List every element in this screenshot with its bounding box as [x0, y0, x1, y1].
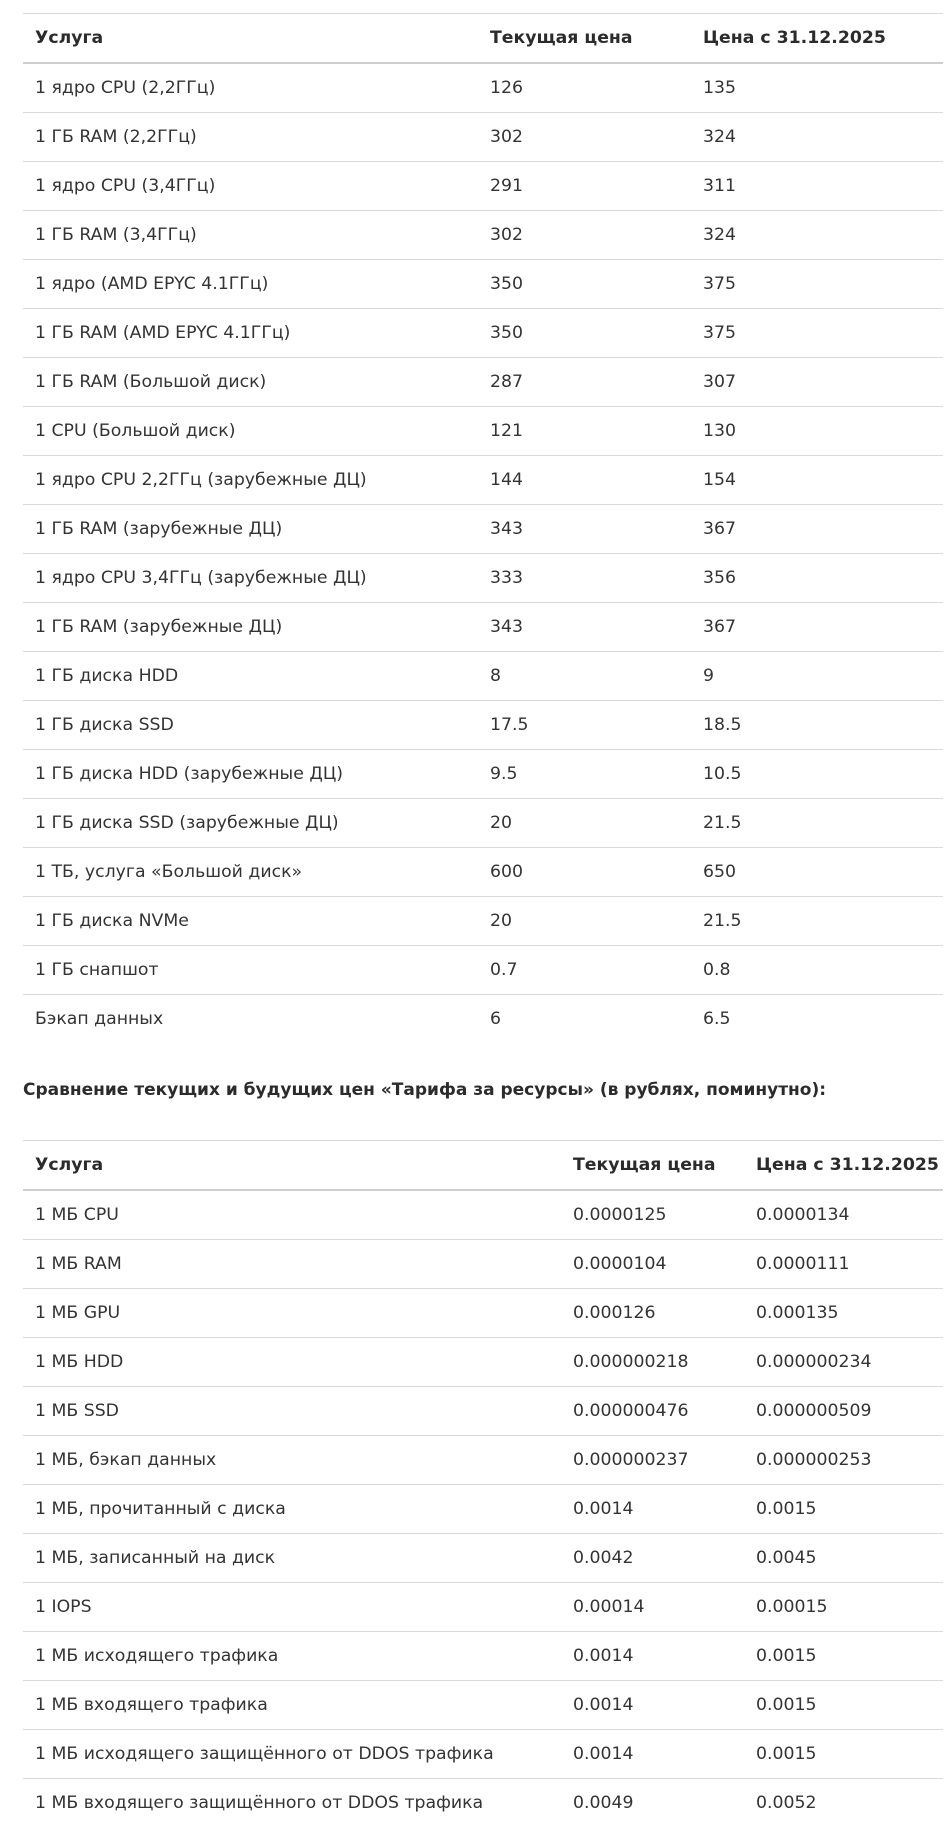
cell-future-price: 324 — [691, 113, 943, 162]
table-row — [23, 63, 943, 113]
cell-future-price: 0.0000134 — [756, 1205, 850, 1225]
table-row — [23, 750, 943, 799]
cell-current-price: 0.0000104 — [561, 1240, 744, 1289]
table-row — [23, 799, 943, 848]
cell-service: 1 МБ исходящего защищённого от DDOS трафика — [23, 1730, 561, 1779]
cell-future-price: 324 — [691, 211, 943, 260]
cell-future-price: 0.0000111 — [744, 1240, 943, 1289]
resource-tariff-prices-table — [23, 1140, 943, 1827]
table-body — [23, 1190, 943, 1827]
cell-current-price: 17.5 — [478, 701, 691, 750]
cell-current-price: 343 — [478, 505, 691, 554]
table-row — [23, 162, 943, 211]
cell-current-price: 126 — [490, 78, 523, 98]
cell-future-price: 375 — [691, 309, 943, 358]
cell-current-price: 121 — [478, 407, 691, 456]
cell-current-price: 0.0014 — [561, 1485, 744, 1534]
table-row — [23, 260, 943, 309]
cell-future-price: 0.0015 — [744, 1485, 943, 1534]
table-row — [23, 456, 943, 505]
cell-current-price: 0.0049 — [561, 1779, 744, 1828]
column-header-service: Услуга — [23, 14, 478, 64]
table-row — [23, 1681, 943, 1730]
cell-service: 1 IOPS — [23, 1583, 561, 1632]
table-row — [23, 1289, 943, 1338]
cell-future-price: 650 — [691, 848, 943, 897]
table-row — [23, 1632, 943, 1681]
cell-service: 1 МБ SSD — [23, 1387, 561, 1436]
table-header — [23, 14, 943, 64]
cell-future-price: 0.0015 — [744, 1632, 943, 1681]
table-row — [23, 358, 943, 407]
cell-future-price: 154 — [691, 456, 943, 505]
table-row — [23, 1436, 943, 1485]
cell-current-price: 144 — [478, 456, 691, 505]
cell-service: 1 ГБ RAM (3,4ГГц) — [23, 211, 478, 260]
cell-service: 1 МБ CPU — [35, 1205, 119, 1225]
cell-current-price: 8 — [478, 652, 691, 701]
table-row — [23, 1190, 943, 1240]
table-row — [23, 1485, 943, 1534]
column-header-future-price: Цена с 31.12.2025 — [744, 1141, 943, 1191]
table-row — [23, 652, 943, 701]
cell-future-price: 10.5 — [691, 750, 943, 799]
cell-future-price: 0.0045 — [744, 1534, 943, 1583]
cell-service: 1 МБ GPU — [23, 1289, 561, 1338]
cell-service: 1 МБ, прочитанный с диска — [23, 1485, 561, 1534]
section-caption: Сравнение текущих и будущих цен «Тарифа за ресурсы» (в рублях, поминутно): — [23, 1080, 827, 1100]
header-row — [23, 1141, 943, 1191]
cell-current-price: 350 — [478, 309, 691, 358]
cell-future-price: 367 — [691, 505, 943, 554]
table-row — [23, 554, 943, 603]
cell-future-price: 0.0015 — [744, 1681, 943, 1730]
cell-future-price: 6.5 — [691, 995, 943, 1044]
cell-future-price: 375 — [691, 260, 943, 309]
cell-future-price: 18.5 — [691, 701, 943, 750]
cell-future-price: 307 — [691, 358, 943, 407]
cell-current-price: 343 — [478, 603, 691, 652]
cell-service: 1 ГБ RAM (зарубежные ДЦ) — [23, 603, 478, 652]
cell-service: 1 ядро CPU 3,4ГГц (зарубежные ДЦ) — [23, 554, 478, 603]
cell-current-price: 350 — [478, 260, 691, 309]
cell-future-price: 130 — [691, 407, 943, 456]
cell-service: 1 ГБ снапшот — [23, 946, 478, 995]
cell-service: 1 ГБ диска NVMe — [23, 897, 478, 946]
cell-current-price: 0.00014 — [561, 1583, 744, 1632]
cell-current-price: 6 — [478, 995, 691, 1044]
cell-current-price: 20 — [478, 799, 691, 848]
cell-current-price: 0.0000125 — [573, 1205, 667, 1225]
cell-future-price: 367 — [691, 603, 943, 652]
cell-current-price: 600 — [478, 848, 691, 897]
table-row — [23, 1338, 943, 1387]
cell-current-price: 0.000000218 — [561, 1338, 744, 1387]
column-header-future-price: Цена с 31.12.2025 — [691, 14, 943, 64]
cell-current-price: 0.0014 — [561, 1681, 744, 1730]
table-row — [23, 309, 943, 358]
table-row — [23, 848, 943, 897]
table-row — [23, 211, 943, 260]
cell-future-price: 0.8 — [691, 946, 943, 995]
cell-future-price: 0.000135 — [744, 1289, 943, 1338]
cell-current-price: 0.000126 — [561, 1289, 744, 1338]
table-row — [23, 1387, 943, 1436]
cell-service: 1 ГБ RAM (зарубежные ДЦ) — [23, 505, 478, 554]
table-row — [23, 407, 943, 456]
cell-service: 1 МБ, записанный на диск — [23, 1534, 561, 1583]
cell-current-price: 291 — [478, 162, 691, 211]
table-row — [23, 995, 943, 1044]
cell-service: 1 ядро CPU (2,2ГГц) — [35, 78, 216, 98]
cell-service: 1 МБ HDD — [23, 1338, 561, 1387]
cell-current-price: 20 — [478, 897, 691, 946]
cell-service: 1 ТБ, услуга «Большой диск» — [23, 848, 478, 897]
cell-service: 1 МБ входящего защищённого от DDOS трафика — [23, 1779, 561, 1828]
cell-current-price: 333 — [478, 554, 691, 603]
cell-current-price: 0.0014 — [561, 1632, 744, 1681]
cell-service: Бэкап данных — [23, 995, 478, 1044]
cell-service: 1 ядро (AMD EPYC 4.1ГГц) — [23, 260, 478, 309]
cell-current-price: 0.7 — [478, 946, 691, 995]
table-row — [23, 701, 943, 750]
cell-future-price: 0.000000253 — [744, 1436, 943, 1485]
cell-future-price: 0.0015 — [744, 1730, 943, 1779]
cell-service: 1 МБ RAM — [23, 1240, 561, 1289]
cell-current-price: 0.0042 — [561, 1534, 744, 1583]
cell-future-price: 356 — [691, 554, 943, 603]
cell-future-price: 311 — [691, 162, 943, 211]
vps-prices-table — [23, 13, 943, 1043]
table-row — [23, 1240, 943, 1289]
cell-current-price: 287 — [478, 358, 691, 407]
column-header-service: Услуга — [23, 1141, 561, 1191]
table-row — [23, 1779, 943, 1828]
cell-service: 1 ГБ RAM (2,2ГГц) — [23, 113, 478, 162]
cell-future-price: 9 — [691, 652, 943, 701]
table-row — [23, 505, 943, 554]
cell-service: 1 МБ входящего трафика — [23, 1681, 561, 1730]
cell-future-price: 135 — [703, 78, 736, 98]
table-row — [23, 1583, 943, 1632]
cell-service: 1 ядро CPU (3,4ГГц) — [23, 162, 478, 211]
cell-service: 1 МБ, бэкап данных — [23, 1436, 561, 1485]
column-header-current-price: Текущая цена — [478, 14, 691, 64]
cell-current-price: 302 — [478, 211, 691, 260]
cell-current-price: 0.0014 — [561, 1730, 744, 1779]
cell-service: 1 ГБ RAM (Большой диск) — [23, 358, 478, 407]
cell-future-price: 21.5 — [691, 897, 943, 946]
cell-service: 1 CPU (Большой диск) — [23, 407, 478, 456]
cell-future-price: 0.0052 — [744, 1779, 943, 1828]
cell-service: 1 МБ исходящего трафика — [23, 1632, 561, 1681]
table-body — [23, 63, 943, 1043]
table-row — [23, 113, 943, 162]
cell-service: 1 ядро CPU 2,2ГГц (зарубежные ДЦ) — [23, 456, 478, 505]
column-header-current-price: Текущая цена — [561, 1141, 744, 1191]
cell-service: 1 ГБ диска HDD — [23, 652, 478, 701]
cell-future-price: 21.5 — [691, 799, 943, 848]
cell-service: 1 ГБ диска SSD — [23, 701, 478, 750]
cell-current-price: 0.000000476 — [561, 1387, 744, 1436]
cell-service: 1 ГБ диска HDD (зарубежные ДЦ) — [23, 750, 478, 799]
table-row — [23, 1534, 943, 1583]
header-row — [23, 14, 943, 64]
table-header — [23, 1141, 943, 1191]
cell-service: 1 ГБ RAM (AMD EPYC 4.1ГГц) — [23, 309, 478, 358]
cell-current-price: 302 — [478, 113, 691, 162]
cell-current-price: 0.000000237 — [561, 1436, 744, 1485]
cell-future-price: 0.000000234 — [744, 1338, 943, 1387]
cell-future-price: 0.00015 — [744, 1583, 943, 1632]
table-row — [23, 603, 943, 652]
cell-future-price: 0.000000509 — [744, 1387, 943, 1436]
table-row — [23, 946, 943, 995]
cell-current-price: 9.5 — [478, 750, 691, 799]
cell-service: 1 ГБ диска SSD (зарубежные ДЦ) — [23, 799, 478, 848]
table-row — [23, 897, 943, 946]
table-row — [23, 1730, 943, 1779]
